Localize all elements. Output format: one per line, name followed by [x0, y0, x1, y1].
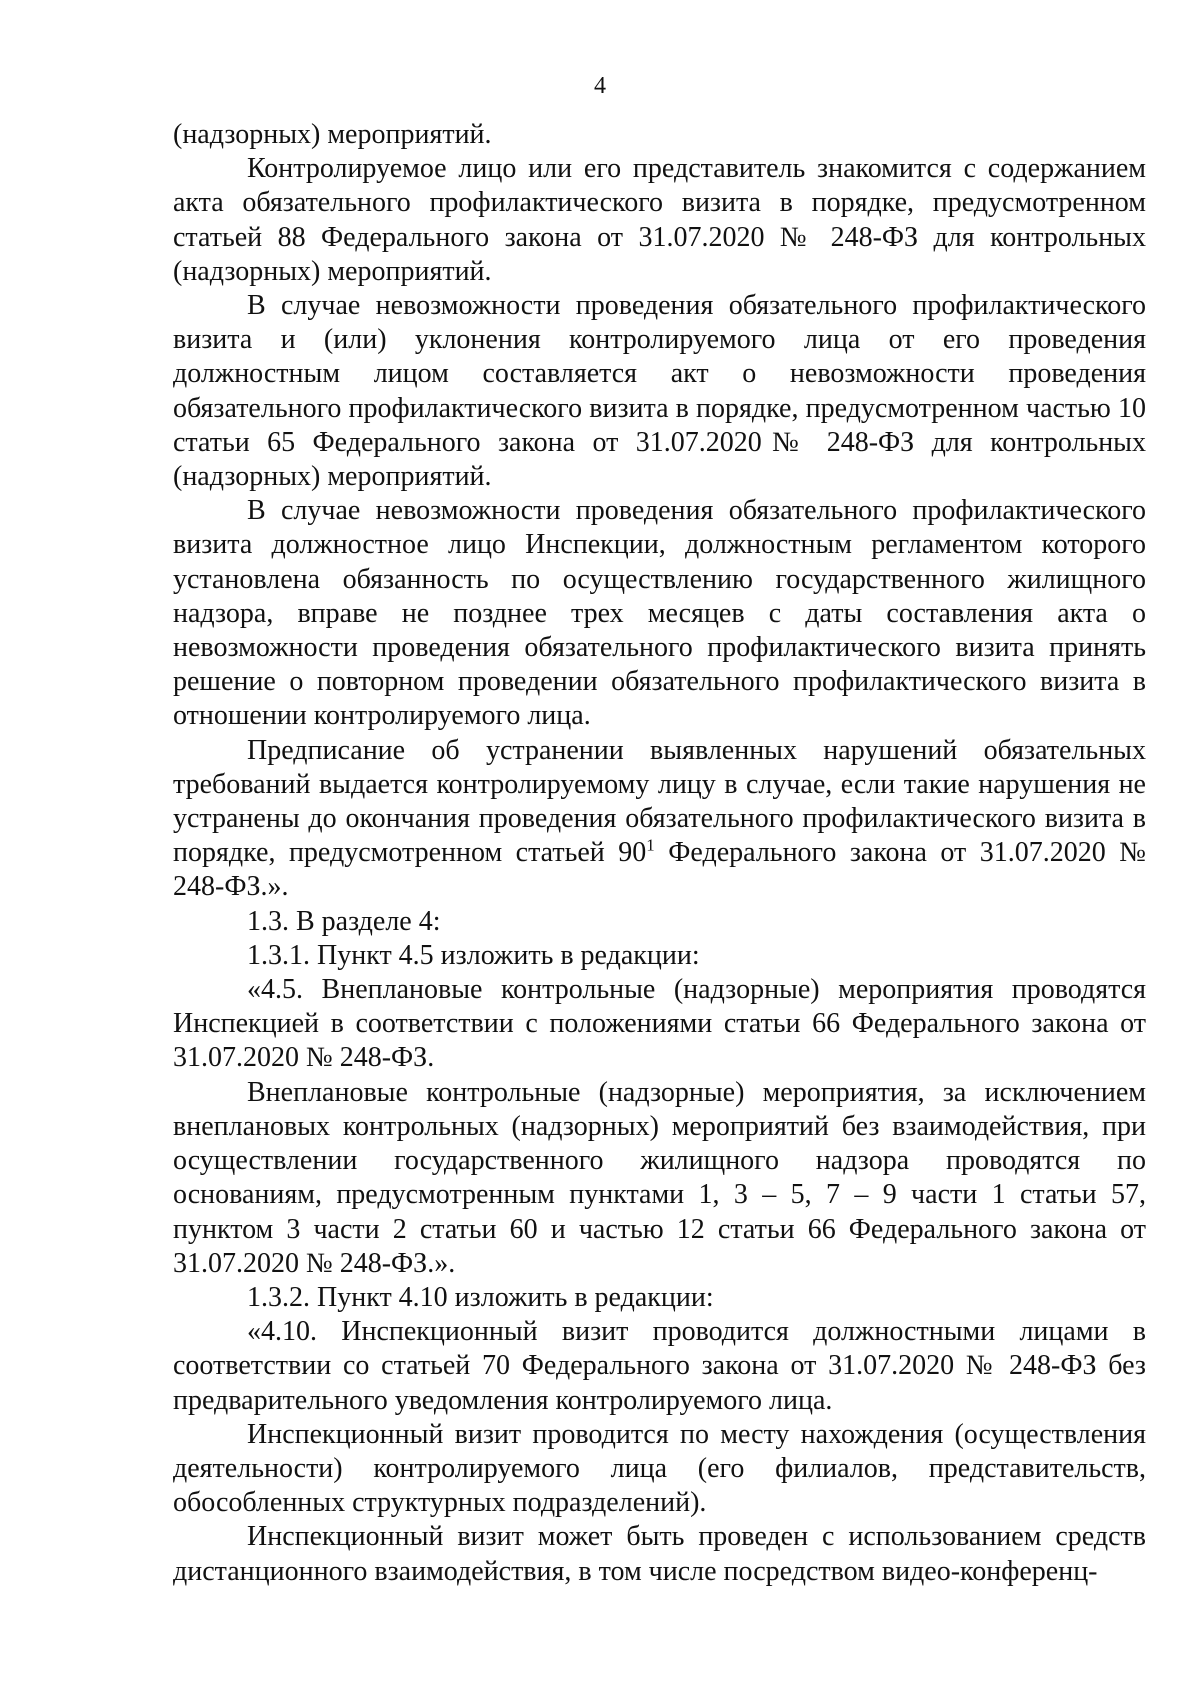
document-body — [173, 118, 1146, 1589]
paragraph-1: (надзорных) мероприятий. — [173, 119, 492, 150]
paragraph-unscheduled-measures: Внеплановые контрольные (надзорные) мероприятия, за исключением внеплановых контрольных (надзорных) мероприятий без взаимодействия, при осуществлении государственного жилищного надзора проводятся по основаниям, предусмотренным пунктами 1, 3 – 5, 7 – 9 части 1 статьи 57, пунктом 3 части 2 статьи 60 и частью 12 статьи 66 Федерального закона от 31.07.2020 № 248-ФЗ.». — [173, 1076, 1146, 1279]
subsection-1-3-1: 1.3.1. Пункт 4.5 изложить в редакции: — [247, 939, 700, 971]
paragraph-3: В случае невозможности проведения обязательного профилактического визита и (или) уклонения контролируемого лица от его проведения должностным лицом составляется акт о невозможности проведения обязательного профилактического визита в порядке, предусмотренном частью 10 статьи 65 Федерального закона от 31.07.2020№ 248-ФЗ для контрольных (надзорных) мероприятий. — [173, 290, 1146, 493]
paragraph-4-10: «4.10. Инспекционный визит проводится должностными лицами в соответствии со статьей 70 Федерального закона от 31.07.2020 № 248-ФЗ без предварительного уведомления контролируемого лица. — [173, 1316, 1146, 1416]
paragraph-5-text-b: Федерального закона от 31.07.2020 № 248-ФЗ.». — [173, 837, 1146, 903]
superscript-1: 1 — [646, 835, 655, 855]
paragraph-remote-inspection: Инспекционный визит может быть проведен с использованием средств дистанционного взаимодействия, в том числе посредством видео-конференц- — [173, 1521, 1146, 1587]
paragraph-5 — [173, 734, 1146, 905]
section-heading-1-3: 1.3. В разделе 4: — [247, 905, 441, 937]
paragraph-4: В случае невозможности проведения обязательного профилактического визита должностное лицо Инспекции, должностным регламентом которого установлена обязанность по осуществлению государственного жилищного надзора, вправе не позднее трех месяцев с даты составления акта о невозможности проведения обязательного профилактического визита принять решение о повторном проведении обязательного профилактического визита в отношении контролируемого лица. — [173, 495, 1146, 732]
paragraph-2: Контролируемое лицо или его представитель знакомится с содержанием акта обязательного профилактического визита в порядке, предусмотренном статьей 88 Федерального закона от 31.07.2020 № 248-ФЗ для контрольных (надзорных) мероприятий. — [173, 153, 1146, 287]
paragraph-5-text-a: Предписание об устранении выявленных нарушений обязательных требований выдается контролируемому лицу в случае, если такие нарушения не устранены до окончания проведения обязательного профилактического визита в порядке, предусмотренном статьей 90 — [173, 734, 1146, 869]
subsection-1-3-2: 1.3.2. Пункт 4.10 изложить в редакции: — [247, 1281, 714, 1313]
paragraph-4-5: «4.5. Внеплановые контрольные (надзорные) мероприятия проводятся Инспекцией в соответствии с положениями статьи 66 Федерального закона от 31.07.2020 № 248-ФЗ. — [173, 974, 1146, 1074]
page-number: 4 — [594, 73, 606, 99]
paragraph-inspection-location: Инспекционный визит проводится по месту нахождения (осуществления деятельности) контролируемого лица (его филиалов, представительств, обособленных структурных подразделений). — [173, 1418, 1146, 1519]
